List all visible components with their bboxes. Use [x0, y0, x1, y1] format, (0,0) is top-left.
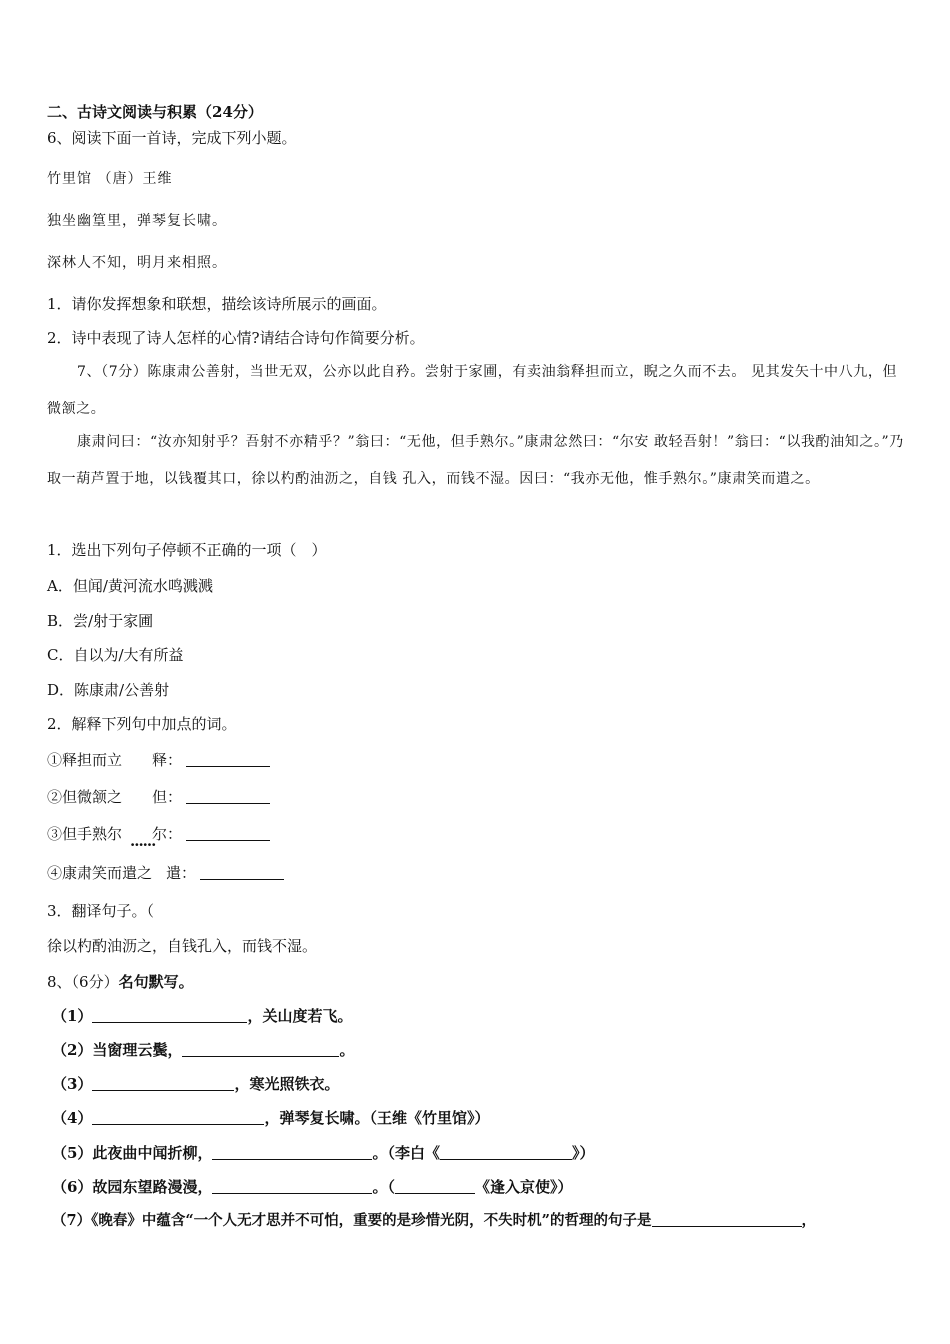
item-text: ，寒光照铁衣。 [234, 1075, 340, 1093]
item-text: ，关山度若飞。 [247, 1007, 353, 1025]
word-label: 但： [152, 788, 183, 806]
word-label: 释： [152, 751, 183, 769]
recite-item-6 [52, 1177, 572, 1197]
option-c: C．自以为/大有所益 [47, 646, 184, 664]
item-prefix: （3） [52, 1075, 93, 1093]
item-suffix: 《逢入京使》） [474, 1178, 573, 1196]
answer-blank[interactable] [186, 789, 270, 804]
answer-blank[interactable] [440, 1145, 572, 1160]
word-item-1 [47, 750, 270, 770]
poem-line-2: 深林人不知，明月来相照。 [47, 255, 227, 271]
recite-item-4 [52, 1108, 489, 1128]
recite-item-2 [52, 1040, 354, 1060]
translate-sentence: 徐以杓酌油沥之，自钱孔入，而钱不湿。 [47, 937, 318, 955]
word-label: 尔： [152, 825, 183, 843]
item-prefix: （5）此夜曲中闻折柳， [52, 1144, 213, 1162]
item-text: ，弹琴复长啸。（王维《竹里馆》） [264, 1109, 490, 1127]
item-prefix: （1） [52, 1007, 93, 1025]
item-text: 。（李白《 [372, 1144, 440, 1162]
word-item-4 [47, 863, 284, 883]
q7-para-2: 康肃问曰：“汝亦知射乎？吾射不亦精乎？”翁曰：“无他，但手熟尔。”康肃忿然曰：“尔安 敢轻吾射！”翁曰：“以我酌油知之。”乃取一葫芦置于地，以钱覆其口，徐以杓酌油沥之，自钱 孔入，而钱不湿。因曰：“我亦无他，惟手熟尔。”康肃笑而遣之。 [47, 434, 904, 487]
answer-blank[interactable] [652, 1212, 802, 1227]
answer-blank[interactable] [212, 1145, 372, 1160]
word-sentence: ③但手熟尔 [47, 825, 123, 843]
word-sentence: ①释担而立 [47, 751, 123, 769]
emphasis-dots: ...... [130, 832, 156, 850]
answer-blank[interactable] [182, 1042, 339, 1057]
answer-blank[interactable] [92, 1110, 264, 1125]
q8-label: 8、（6分） [47, 973, 119, 991]
q8-heading [47, 972, 194, 992]
q7-para-1: 7、（7分）陈康肃公善射，当世无双，公亦以此自矜。尝射于家圃，有卖油翁释担而立，睨之久而不去。 见其发矢十中八九，但微颔之。 [47, 364, 898, 417]
option-b: B．尝/射于家圃 [47, 612, 154, 630]
q6-intro: 6、阅读下面一首诗，完成下列小题。 [47, 129, 297, 147]
answer-blank[interactable] [395, 1179, 475, 1194]
item-prefix: （6）故园东望路漫漫， [52, 1178, 213, 1196]
poem-line-1: 独坐幽篁里，弹琴复长啸。 [47, 213, 227, 229]
q7-sub3: 3．翻译句子。（ [47, 902, 155, 920]
item-prefix: （4） [52, 1109, 93, 1127]
answer-blank[interactable] [212, 1179, 372, 1194]
answer-blank[interactable] [186, 752, 270, 767]
option-a: A．但闻/黄河流水鸣溅溅 [47, 577, 213, 595]
q6-sub2: 2．诗中表现了诗人怎样的心情?请结合诗句作简要分析。 [47, 329, 425, 347]
q7-sub2: 2．解释下列句中加点的词。 [47, 715, 237, 733]
option-d: D．陈康肃/公善射 [47, 681, 170, 699]
item-text: ， [801, 1212, 817, 1229]
word-label: 遣： [166, 864, 197, 882]
recite-item-5 [52, 1143, 594, 1163]
answer-blank[interactable] [186, 826, 270, 841]
q7-sub1: 1．选出下列句子停顿不正确的一项（ ） [47, 541, 327, 559]
item-text: 。 [339, 1041, 355, 1059]
item-prefix: （2）当窗理云鬓， [52, 1041, 183, 1059]
recite-item-1 [52, 1006, 352, 1026]
q6-sub1: 1．请你发挥想象和联想，描绘该诗所展示的画面。 [47, 295, 387, 313]
answer-blank[interactable] [200, 865, 284, 880]
word-sentence: ④康肃笑而遣之 [47, 864, 153, 882]
q8-title: 名句默写。 [118, 973, 194, 991]
poem-title: 竹里馆 （唐）王维 [47, 171, 173, 187]
item-text: 。（ [372, 1178, 395, 1196]
section-title: 二、古诗文阅读与积累（24分） [47, 103, 263, 121]
word-item-2 [47, 787, 270, 807]
recite-item-3 [52, 1074, 339, 1094]
item-suffix: 》） [571, 1144, 595, 1162]
word-sentence: ②但微颔之 [47, 788, 123, 806]
answer-blank[interactable] [92, 1076, 234, 1091]
answer-blank[interactable] [92, 1008, 247, 1023]
recite-item-7 [52, 1211, 816, 1231]
word-item-3 [47, 824, 270, 844]
item-prefix: （7）《晚春》中蕴含“一个人无才思并不可怕，重要的是珍惜光阴，不失时机”的哲理的句子是 [52, 1212, 652, 1229]
